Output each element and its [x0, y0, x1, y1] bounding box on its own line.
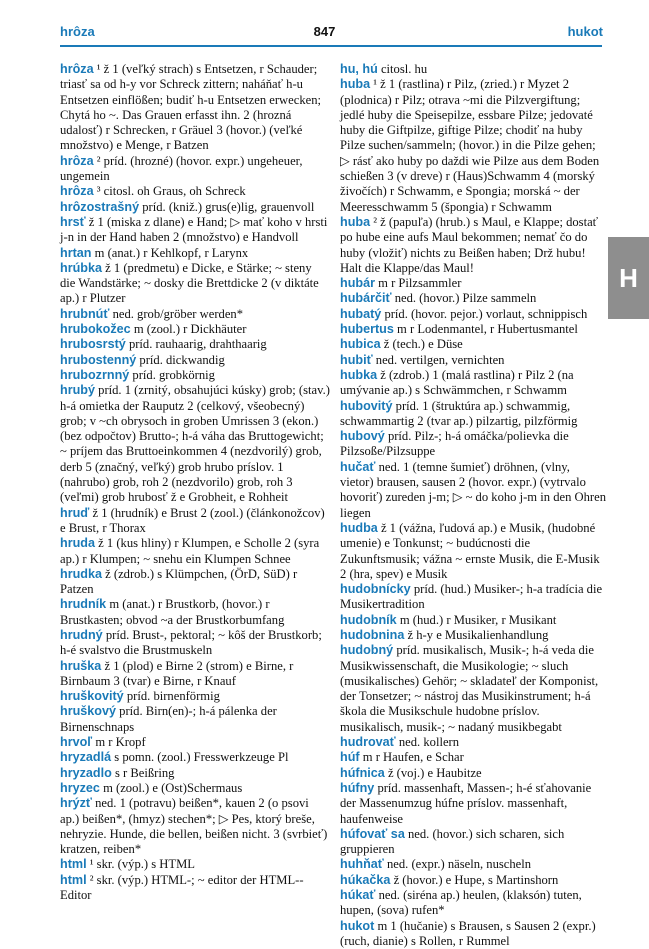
dictionary-entry	[60, 368, 330, 383]
entry-headword: hruškový	[60, 704, 116, 719]
entry-headword: hryzadlo	[60, 765, 112, 780]
entry-definition: ž 1 (vážna, ľudová ap.) e Musik, (hudobné umenie) e Tonkunst; ~ budúcnosti die Zukunftsmusik; vážna ~ ernste Musik, die E-Musik 2 (hra, spev) e Musik	[340, 520, 600, 581]
dictionary-entry	[340, 429, 606, 460]
entry-headword: hrôza	[60, 62, 94, 76]
dictionary-entry	[60, 536, 330, 567]
dictionary-entry	[60, 735, 330, 750]
entry-headword: hudobnina	[340, 627, 405, 642]
entry-definition: príd. (hovor. pejor.) vorlaut, schnippisch	[384, 306, 588, 321]
entry-headword: hruda	[60, 536, 95, 551]
dictionary-entry	[60, 62, 330, 154]
entry-headword: hubatý	[340, 306, 382, 321]
entry-definition: príd. (hud.) Musiker-; h-a tradícia die Musikertradition	[340, 582, 603, 612]
entry-definition: s pomn. (zool.) Fresswerkzeuge Pl	[114, 750, 289, 765]
entry-definition: ¹ ž 1 (veľký strach) s Entsetzen, r Schauder; triasť sa od h-y vor Schreck zittern; naháňať h-u Entsetzen einflößen; budiť h-u Entsetzen erwecken; Chytá ho ~. Das Grauen erfasst ihn. 2 (hrozná udalosť) r Schrecken, r Gräuel 3 (hovor.) (veľké množstvo) e Menge, r Batzen	[60, 62, 322, 153]
entry-definition: ž h-y e Musikalienhandlung	[407, 627, 549, 642]
entry-headword: html	[60, 872, 87, 887]
dictionary-entry	[340, 337, 606, 352]
dictionary-entry	[340, 628, 606, 643]
entry-headword: hučať	[340, 459, 376, 474]
entry-definition: príd. dickwandig	[139, 352, 225, 367]
entry-definition: príd. birnenförmig	[126, 689, 220, 704]
dictionary-entry	[340, 399, 606, 430]
entry-headword: hrsť	[60, 214, 86, 229]
dictionary-entry	[340, 888, 606, 919]
entry-definition: ¹ ž 1 (rastlina) r Pilz, (zried.) r Myzet 2 (plodnica) r Pilz; otrava ~mi die Pilzvergiftung; jedlé huby die Speisepilze, essbare Pilze; jedovaté huby die Giftpilze, giftige Pilze; chodiť na huby Pilze suchen/sammeln; (hovor.) in die Pilze gehen; ▷ rásť ako huby po daždi wie Pilze aus dem Boden schießen 3 (v dreve) r (Haus)Schwamm 4 (morský živočích) r Schwamm, e Spongia; morská ~ der Meeresschwamm 5 (špongia) r Schwamm	[340, 77, 600, 214]
entry-headword: húkať	[340, 888, 376, 903]
entry-headword: húfnica	[340, 765, 385, 780]
entry-definition: ned. vertilgen, vernichten	[375, 352, 505, 367]
entry-definition: príd. grobkörnig	[132, 367, 215, 382]
entry-definition: ž 1 (kus hliny) r Klumpen, e Scholle 2 (syra ap.) r Klumpen; ~ snehu ein Klumpen Schnee	[60, 536, 320, 566]
entry-definition: m r Haufen, e Schar	[362, 750, 464, 765]
entry-headword: hrubosrstý	[60, 337, 126, 352]
dictionary-entry	[60, 337, 330, 352]
entry-headword: hrvoľ	[60, 735, 93, 750]
entry-headword: hubka	[340, 367, 378, 382]
entry-definition: ž (zdrob.) s Klümpchen, (ÖrD, SüD) r Patzen	[60, 566, 298, 597]
dictionary-entry	[340, 353, 606, 368]
page-number: 847	[313, 24, 336, 39]
entry-definition: ž (voj.) e Haubitze	[387, 765, 482, 780]
dictionary-entry	[340, 735, 606, 750]
entry-definition: m (anat.) r Kehlkopf, r Larynx	[94, 245, 249, 260]
dictionary-entry	[60, 154, 330, 185]
entry-headword: hrubý	[60, 383, 95, 398]
left-column	[60, 62, 330, 903]
entry-headword: huba	[340, 77, 371, 92]
entry-headword: huhňať	[340, 857, 384, 872]
entry-definition: m (anat.) r Brustkorb, (hovor.) r Brustkasten; obvod ~a der Brustkorbumfang	[60, 597, 285, 627]
entry-headword: hudobný	[340, 643, 394, 658]
dictionary-entry	[60, 781, 330, 796]
right-column	[340, 62, 606, 949]
dictionary-entry	[60, 215, 330, 246]
entry-definition: citosl. hu	[380, 62, 428, 76]
entry-headword: hrýzť	[60, 796, 92, 811]
entry-headword: hruška	[60, 658, 102, 673]
dictionary-entry	[60, 857, 330, 872]
dictionary-entry	[60, 307, 330, 322]
dictionary-entry	[60, 506, 330, 537]
dictionary-entry	[60, 659, 330, 690]
entry-definition: s r Beißring	[114, 765, 175, 780]
entry-headword: hruškovitý	[60, 689, 124, 704]
entry-headword: hu, hú	[340, 62, 378, 76]
entry-definition: príd. Pilz-; h-á omáčka/polievka die Pilzsoße/Pilzsuppe	[340, 429, 569, 459]
entry-definition: príd. Birn(en)-; h-á pálenka der Birnenschnaps	[60, 704, 277, 734]
entry-definition: ned. (expr.) näseln, nuscheln	[386, 857, 532, 872]
entry-definition: m r Lodenmantel, r Hubertusmantel	[397, 322, 578, 337]
dictionary-entry	[60, 873, 330, 904]
dictionary-entry	[60, 184, 330, 199]
entry-headword: hubový	[340, 429, 385, 444]
entry-definition: m r Pilzsammler	[378, 276, 462, 291]
entry-definition: ² skr. (výp.) HTML-; ~ editor der HTML--Editor	[60, 872, 304, 903]
dictionary-entry	[340, 613, 606, 628]
entry-definition: príd. 1 (zrnitý, obsahujúci kúsky) grob; (stav.) h-á omietka der Rauputz 2 (celkový, všeobecný) grob; v ~ch obrysoch in groben Umrissen 3 (ekon.) (bez odpočtov) Brutto-; h-á váha das Bruttogewicht; ~ príjem das Bruttoeinkommen 4 (nezdvorilý) grob, derb 5 (značný, veľký) grob hrubo príslov. 1 (nahrubo) grob, roh 2 (nezdvorilo) grob, roh 3 (veľmi) grob hrubosť ž e Grobheit, e Rohheit	[60, 383, 330, 505]
dictionary-entry	[60, 766, 330, 781]
dictionary-entry	[340, 827, 606, 858]
entry-headword: húfny	[340, 780, 375, 795]
dictionary-entry	[340, 521, 606, 582]
entry-definition: ned. (siréna ap.) heulen, (klaksón) tuten, hupen, (sova) rufen*	[340, 888, 582, 918]
entry-headword: hubárčiť	[340, 291, 392, 306]
entry-definition: ned. 1 (potravu) beißen*, kauen 2 (o psovi ap.) beißen*, (hmyz) stechen*; ▷ Pes, ktorý breše, nehryzie. Hunde, die bellen, beißen nicht. 3 (svrbieť) kratzen, reiben*	[60, 796, 328, 857]
dictionary-entry	[340, 215, 606, 276]
dictionary-entry	[340, 857, 606, 872]
entry-definition: m (hud.) r Musiker, r Musikant	[399, 612, 557, 627]
dictionary-entry	[60, 689, 330, 704]
entry-definition: m r Kropf	[95, 735, 146, 750]
running-head-right: hukot	[567, 24, 603, 39]
entry-definition: ² príd. (hrozné) (hovor. expr.) ungeheuer, ungemein	[60, 153, 303, 184]
entry-definition: ž (zdrob.) 1 (malá rastlina) r Pilz 2 (na umývanie ap.) s Schwämmchen, r Schwamm	[340, 367, 574, 398]
entry-headword: hubiť	[340, 352, 373, 367]
entry-definition: ž 1 (predmetu) e Dicke, e Stärke; ~ steny die Wandstärke; ~ dosky die Brettdicke 2 (v diktáte ap.) r Plutzer	[60, 260, 319, 306]
entry-headword: hukot	[340, 918, 375, 933]
dictionary-entry	[60, 704, 330, 735]
entry-definition: ž 1 (hrudník) e Brust 2 (zool.) (článkonožcov) e Brust, r Thorax	[60, 505, 325, 535]
entry-definition: ned. (hovor.) sich scharen, sich gruppieren	[340, 826, 565, 857]
dictionary-entry	[340, 368, 606, 399]
entry-headword: hubica	[340, 337, 381, 352]
entry-headword: húf	[340, 750, 360, 765]
dictionary-entry	[60, 567, 330, 598]
entry-headword: hrudka	[60, 566, 102, 581]
entry-definition: m (zool.) e (Ost)Schermaus	[103, 780, 243, 795]
entry-headword: hudrovať	[340, 735, 396, 750]
entry-definition: príd. Brust-, pektoral; ~ kôš der Brustkorb; h-é svalstvo die Brustmuskeln	[60, 627, 322, 658]
dictionary-entry	[340, 460, 606, 521]
dictionary-entry	[60, 750, 330, 765]
dictionary-entry	[60, 628, 330, 659]
entry-definition: ned. (hovor.) Pilze sammeln	[394, 291, 537, 306]
dictionary-entry	[340, 582, 606, 613]
entry-definition: ž 1 (plod) e Birne 2 (strom) e Birne, r Birnbaum 3 (tvar) e Birne, r Knauf	[60, 658, 294, 688]
entry-headword: hryzec	[60, 780, 100, 795]
entry-headword: hryzadlá	[60, 750, 112, 765]
entry-headword: html	[60, 857, 87, 872]
dictionary-entry	[340, 276, 606, 291]
dictionary-entry	[340, 77, 606, 215]
entry-definition: príd. massenhaft, Massen-; h-é sťahovanie der Massenumzug húfne príslov. massenhaft, haufenweise	[340, 780, 592, 826]
dictionary-entry	[60, 322, 330, 337]
entry-headword: hubovitý	[340, 398, 393, 413]
entry-headword: hruď	[60, 505, 90, 520]
entry-headword: hrôza	[60, 153, 94, 168]
entry-definition: m (zool.) r Dickhäuter	[133, 322, 247, 337]
entry-headword: hrôza	[60, 184, 94, 199]
dictionary-entry	[340, 62, 606, 77]
entry-headword: hrtan	[60, 245, 92, 260]
dictionary-entry	[60, 200, 330, 215]
entry-headword: hrubokožec	[60, 322, 131, 337]
entry-definition: m 1 (hučanie) s Brausen, s Sausen 2 (expr.) (ruch, dianie) s Rollen, r Rummel	[340, 918, 596, 948]
entry-headword: húfovať sa	[340, 826, 405, 841]
entry-headword: hrudník	[60, 597, 107, 612]
entry-definition: ² ž (papuľa) (hrub.) s Maul, e Klappe; dostať po hube eine aufs Maul bekommen; nemať čo do huby (vložiť) nichts zu Beißen haben; Drž hubu! Halt die Klappe/das Maul!	[340, 214, 599, 275]
letter-thumb-tab: H	[608, 237, 649, 319]
entry-headword: hrubnúť	[60, 306, 110, 321]
entry-definition: ³ citosl. oh Graus, oh Schreck	[96, 184, 246, 199]
dictionary-entry	[60, 597, 330, 628]
entry-headword: hrubostenný	[60, 352, 137, 367]
dictionary-entry	[60, 246, 330, 261]
entry-definition: ned. grob/gröber werden*	[112, 306, 244, 321]
entry-definition: ž (hovor.) e Hupe, s Martinshorn	[393, 872, 559, 887]
entry-definition: ned. 1 (temne šumieť) dröhnen, (vlny, vietor) brausen, sausen 2 (hovor. expr.) (vytrvalo hovoriť) zureden j-m; ▷ ~ do koho j-m in den Ohren liegen	[340, 459, 606, 520]
entry-headword: hudobnícky	[340, 582, 411, 597]
entry-definition: ž (tech.) e Düse	[383, 337, 463, 352]
dictionary-entry	[340, 307, 606, 322]
entry-headword: hrôzostrašný	[60, 199, 140, 214]
dictionary-entry	[340, 750, 606, 765]
entry-headword: hrúbka	[60, 260, 102, 275]
entry-definition: ¹ skr. (výp.) s HTML	[89, 857, 195, 872]
entry-definition: ned. kollern	[398, 735, 460, 750]
dictionary-entry	[340, 291, 606, 306]
entry-definition: príd. 1 (štruktúra ap.) schwammig, schwammartig 2 (tvar ap.) pilzartig, pilzförmig	[340, 398, 578, 428]
entry-headword: hrubozrnný	[60, 367, 130, 382]
dictionary-entry	[60, 261, 330, 307]
dictionary-entry	[60, 796, 330, 857]
entry-definition: príd. (kniž.) grus(e)lig, grauenvoll	[142, 199, 315, 214]
entry-headword: húkačka	[340, 872, 391, 887]
entry-definition: ž 1 (miska z dlane) e Hand; ▷ mať koho v hrsti j-n in der Hand haben 2 (množstvo) e Handvoll	[60, 214, 328, 245]
entry-headword: hubertus	[340, 322, 394, 337]
header-rule	[60, 45, 602, 47]
dictionary-entry	[340, 873, 606, 888]
dictionary-entry	[340, 766, 606, 781]
entry-headword: hubár	[340, 276, 375, 291]
entry-headword: hudobník	[340, 612, 397, 627]
dictionary-entry	[60, 353, 330, 368]
running-head-left: hrôza	[60, 24, 95, 39]
dictionary-entry	[60, 383, 330, 505]
dictionary-entry	[340, 643, 606, 735]
entry-headword: hudba	[340, 520, 378, 535]
entry-headword: hrudný	[60, 627, 103, 642]
entry-definition: príd. musikalisch, Musik-; h-á veda die Musikwissenschaft, die Musikologie; ~ sluch (musikalisches) Gehör; ~ skladateľ der Komponist, der Tonsetzer; ~ nástroj das Musikinstrument; h-á škola die Musikschule hudobne príslov. musikalisch, musik-; ~ nadaný musikbegabt	[340, 643, 599, 734]
entry-definition: príd. rauhaarig, drahthaarig	[128, 337, 267, 352]
entry-headword: huba	[340, 214, 371, 229]
dictionary-entry	[340, 919, 606, 949]
dictionary-entry	[340, 322, 606, 337]
dictionary-entry	[340, 781, 606, 827]
